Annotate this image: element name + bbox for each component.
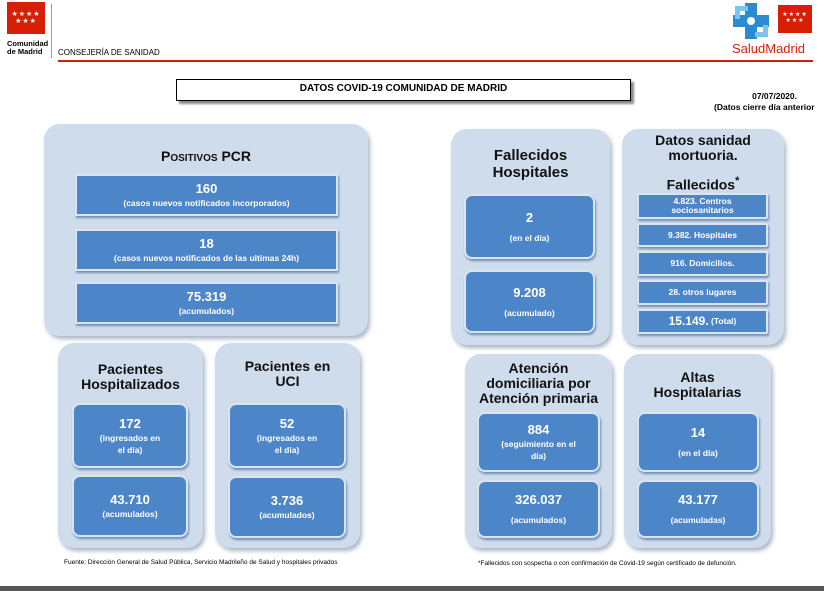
org-name-line2: de Madrid	[7, 47, 43, 56]
pcr-last24h-value: 18	[199, 236, 214, 251]
domiciliaria-total-label: (acumulados)	[510, 515, 567, 525]
domiciliaria-daily-card	[477, 412, 600, 472]
pcr-last24h-card	[75, 229, 338, 271]
mortuoria-asterisk: *	[735, 175, 740, 187]
domiciliaria-daily-value: 884	[527, 422, 550, 437]
fallecidos-title-line1: Fallecidos	[493, 147, 568, 164]
pcr-new-incorporated-label: (casos nuevos notificados incorporados)	[123, 198, 290, 208]
hospitalizados-title-line2: Hospitalizados	[81, 376, 180, 392]
pcr-panel	[44, 124, 368, 336]
hospitalizados-title-line1: Pacientes	[97, 361, 164, 377]
salud-cross-icon	[732, 3, 772, 41]
hospitalizados-total-value: 43.710	[110, 492, 150, 507]
salud-madrid-logo	[732, 3, 816, 59]
report-date: 07/07/2020.	[752, 91, 797, 101]
fallecidos-hospitales-panel	[451, 129, 610, 345]
altas-daily-label: (en el día)	[678, 448, 718, 458]
report-date-note: (Datos cierre día anterior	[714, 102, 815, 112]
mortuoria-panel	[622, 129, 784, 345]
domiciliaria-total-card	[477, 480, 600, 538]
mortuoria-centros-card	[637, 193, 768, 219]
altas-daily-card	[637, 412, 759, 472]
hospitalizados-total-card	[72, 475, 188, 537]
uci-daily-value: 52	[279, 415, 295, 431]
mortuoria-otros-card	[637, 280, 768, 305]
mortuoria-otros: 28. otros lugares	[668, 287, 737, 297]
uci-daily-label-2: el día)	[274, 444, 300, 455]
fallecidos-total-label: (acumulado)	[504, 307, 555, 318]
uci-daily-card	[228, 403, 346, 468]
uci-title-line1: Pacientes en	[244, 358, 331, 374]
fallecidos-daily-label: (en el día)	[509, 232, 550, 243]
org-name-line1: Comunidad	[7, 39, 49, 48]
hospitalizados-daily-label-1: (ingresados en	[99, 432, 161, 443]
mortuoria-hospitales: 9.382. Hospitales	[668, 229, 737, 240]
mortuoria-total-card	[637, 309, 768, 334]
header-separator	[51, 4, 52, 58]
hospitalizados-daily-card	[72, 403, 188, 468]
mortuoria-title-line2: mortuoria.	[668, 147, 738, 163]
fallecidos-daily-card	[464, 194, 595, 259]
altas-total-label: (acumuladas)	[670, 515, 726, 525]
mortuoria-total-label: (Total)	[711, 316, 737, 326]
pcr-accumulated-card	[75, 282, 338, 324]
altas-total-card	[637, 480, 759, 538]
domiciliaria-title-line3: Atención primaria	[478, 390, 599, 406]
altas-title-line2: Hospitalarias	[653, 384, 742, 400]
fallecidos-total-card	[464, 270, 595, 333]
domiciliaria-total-value: 326.037	[515, 492, 562, 507]
mortuoria-title-line1: Datos sanidad	[655, 132, 751, 148]
header-rule	[58, 60, 813, 62]
uci-panel	[215, 343, 360, 548]
pcr-title: Positivos PCR	[160, 148, 252, 164]
uci-total-card	[228, 476, 346, 538]
mortuoria-total-value: 15.149.	[668, 314, 709, 328]
hospitalizados-daily-label-2: el día)	[117, 444, 143, 455]
salud-flag	[778, 5, 812, 33]
brand-name: SaludMadrid	[732, 41, 805, 56]
pcr-new-incorporated-card	[75, 174, 338, 216]
bottom-bar	[0, 586, 824, 591]
comunidad-logo	[7, 2, 47, 54]
department-name: CONSEJERÍA DE SANIDAD	[58, 48, 160, 57]
pcr-accumulated-value: 75.319	[186, 289, 227, 304]
salud-flag-stars: ★★★★ ★★★	[782, 12, 808, 24]
fallecidos-total-value: 9.208	[513, 284, 546, 300]
fallecidos-title-line2: Hospitales	[492, 164, 569, 181]
mortuoria-domicilios: 916. Domicilios.	[670, 258, 735, 268]
flag-stars: ★★★★ ★★★	[11, 11, 41, 25]
domiciliaria-daily-label-1: (seguimiento en el	[501, 439, 576, 449]
source-footnote: Fuente: Dirección General de Salud Pública, Servicio Madrileño de Salud y hospitales privados	[64, 559, 338, 566]
mortuoria-centros-line2: sociosanitarios	[671, 205, 734, 215]
pcr-last24h-label: (casos nuevos notificados de las ultimas 24h)	[113, 253, 300, 263]
mortuoria-centros-line1: 4.823. Centros	[673, 196, 732, 206]
altas-daily-value: 14	[690, 425, 706, 440]
uci-daily-label-1: (ingresados en	[256, 432, 318, 443]
page-title: DATOS COVID-19 COMUNIDAD DE MADRID	[176, 79, 631, 101]
domiciliaria-panel	[465, 354, 612, 548]
hospitalizados-total-label: (acumulados)	[102, 509, 158, 519]
uci-title-line2: UCI	[275, 373, 300, 389]
mortuoria-domicilios-card	[637, 251, 768, 276]
hospitalizados-panel	[58, 343, 203, 548]
mortuoria-hospitales-card	[637, 223, 768, 247]
hospitalizados-daily-value: 172	[119, 415, 141, 431]
fallecidos-footnote: *Fallecidos con sospecha o con confirmación de Covid-19 según certificado de defunción.	[478, 560, 737, 567]
pcr-new-incorporated-value: 160	[195, 181, 218, 196]
altas-panel	[624, 354, 771, 548]
domiciliaria-title-line2: domiciliaria por	[486, 375, 591, 391]
pcr-accumulated-label: (acumulados)	[178, 306, 235, 316]
domiciliaria-title-line1: Atención	[508, 360, 569, 376]
domiciliaria-daily-label-2: día)	[530, 451, 547, 461]
mortuoria-subtitle: Fallecidos	[666, 176, 736, 193]
madrid-flag	[7, 2, 45, 34]
uci-total-value: 3.736	[270, 493, 304, 508]
altas-total-value: 43.177	[678, 492, 718, 507]
mortuoria-subtitle-row	[622, 173, 784, 193]
fallecidos-daily-value: 2	[525, 209, 534, 225]
altas-title-line1: Altas	[680, 369, 715, 385]
uci-total-label: (acumulados)	[259, 510, 315, 520]
